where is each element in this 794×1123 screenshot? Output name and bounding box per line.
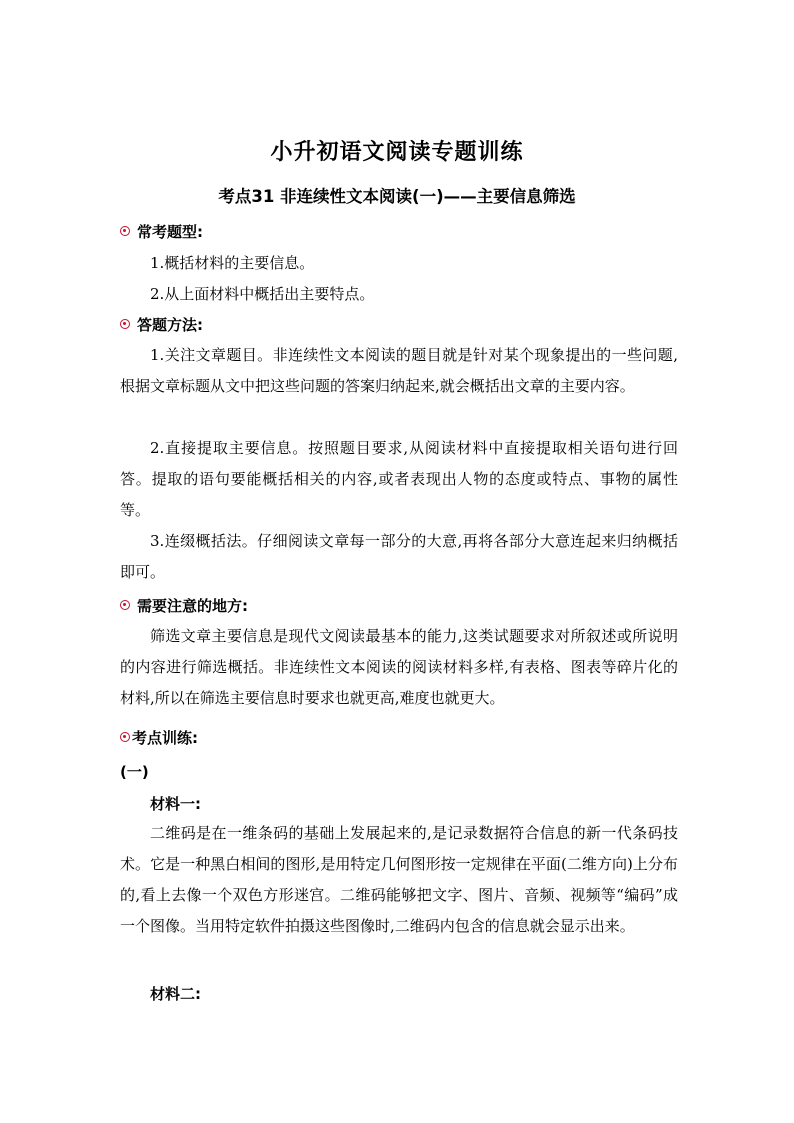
method-paragraph-1: 1.关注文章题目。非连续性文本阅读的题目就是针对某个现象提出的一些问题,根据文章标题从文中把这些问题的答案归纳起来,就会概括出文章的主要内容。 — [120, 346, 678, 395]
page-subtitle: 考点31 非连续性文本阅读(一)——主要信息筛选 — [218, 187, 576, 206]
bullet-icon — [120, 319, 130, 329]
section-heading-notes — [120, 595, 680, 617]
practice-part-label: (一) — [120, 763, 149, 781]
bullet-icon — [120, 732, 130, 742]
method-paragraph-2: 2.直接提取主要信息。按照题目要求,从阅读材料中直接提取相关语句进行回答。提取的语句要能概括相关的内容,或者表现出人物的态度或特点、事物的属性等。 — [120, 439, 678, 519]
material-1-label: 材料一: — [150, 795, 201, 813]
method-paragraph-3: 3.连缀概括法。仔细阅读文章每一部分的大意,再将各部分大意连起来归纳概括即可。 — [120, 532, 678, 581]
page-title: 小升初语文阅读专题训练 — [270, 140, 524, 165]
heading-text: 常考题型: — [137, 223, 203, 241]
heading-text: 答题方法: — [137, 316, 203, 334]
common-type-item-1: 1.概括材料的主要信息。 — [150, 254, 315, 272]
material-2-label: 材料二: — [150, 985, 201, 1003]
section-heading-common-types — [120, 221, 680, 243]
bullet-icon — [120, 226, 130, 236]
heading-text: 需要注意的地方: — [137, 597, 248, 615]
section-heading-practice — [120, 727, 680, 749]
notes-paragraph: 筛选文章主要信息是现代文阅读最基本的能力,这类试题要求对所叙述或所说明的内容进行筛选概括。非连续性文本阅读的阅读材料多样,有表格、图表等碎片化的材料,所以在筛选主要信息时要求也就更高,难度也就更大。 — [120, 627, 678, 707]
section-heading-methods — [120, 314, 680, 336]
bullet-icon — [120, 600, 130, 610]
heading-text: 考点训练: — [132, 729, 198, 747]
material-1-text: 二维码是在一维条码的基础上发展起来的,是记录数据符合信息的新一代条码技术。它是一种黑白相间的图形,是用特定几何图形按一定规律在平面(二维方向)上分布的,看上去像一个双色方形迷宫。二维码能够把文字、图片、音频、视频等“编码”成一个图像。当用特定软件拍摄这些图像时,二维码内包含的信息就会显示出来。 — [120, 824, 678, 935]
common-type-item-2: 2.从上面材料中概括出主要特点。 — [150, 285, 375, 303]
